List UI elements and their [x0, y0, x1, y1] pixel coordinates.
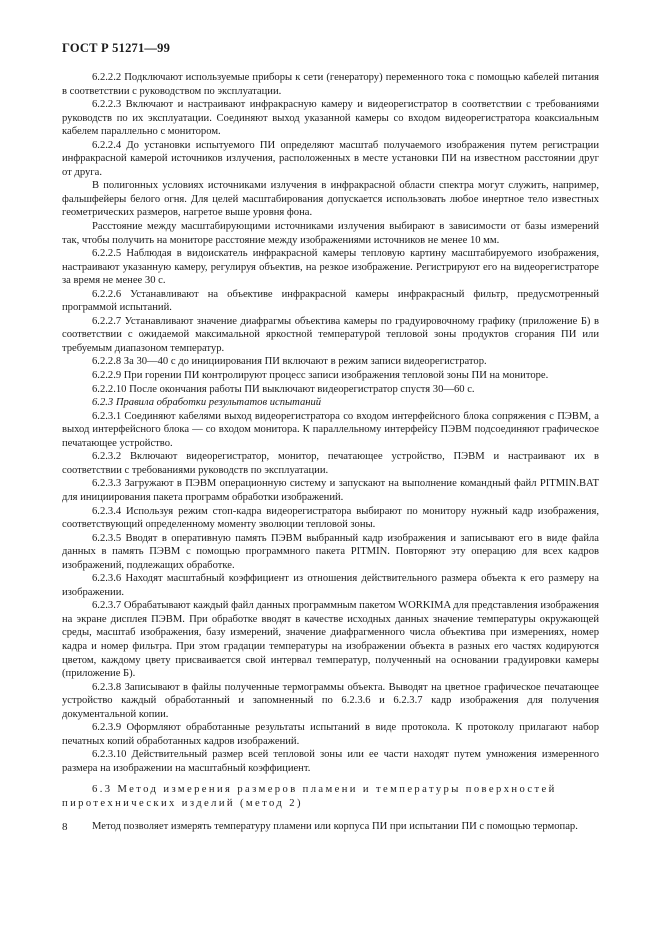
standard-designation: ГОСТ Р 51271—99	[62, 41, 171, 55]
paragraph-6-2-2-5: 6.2.2.5 Наблюдая в видоискатель инфракрасной камеры тепловую картину масштабируемого изображения, настраивают указанную камеру, регулируя объектив, на резкое изображение. Регистрируют его на видеорегистраторе за время не менее 30 с.	[62, 248, 599, 287]
section-heading-6-3: 6.3 Метод измерения размеров пламени и температуры поверхностей пиротехнических изделий (метод 2)	[62, 784, 557, 809]
paragraph-6-2-3-5: 6.2.3.5 Вводят в оперативную память ПЭВМ выбранный кадр изображения и записывают его в виде файла данных в память ПЭВМ с помощью программного пакета PITMIN. Повторяют эту операцию для всех кадров изображений, подлежащих обработке.	[62, 532, 599, 571]
paragraph-6-2-2-8: 6.2.2.8 За 30—40 с до инициирования ПИ включают в режим записи видеорегистратор.	[92, 356, 487, 368]
paragraph-polygon-conditions: В полигонных условиях источниками излучения в инфракрасной области спектра могут служить, например, фальшфейеры белого огня. Для целей масштабирования допускается использовать любое инертное тело известных геометрических размеров, нагретое выше уровня фона.	[62, 180, 599, 219]
paragraph-6-2-2-7: 6.2.2.7 Устанавливают значение диафрагмы объектива камеры по градуировочному графику (приложение Б) в соответствии с ожидаемой максимальной яркостной температурой тепловой зоны продуктов сгорания ПИ или требуемым диапазоном температур.	[62, 315, 599, 354]
paragraph-6-2-3-6: 6.2.3.6 Находят масштабный коэффициент из отношения действительного размера объекта к его размеру на изображении.	[62, 573, 599, 598]
paragraph-6-2-2-2: 6.2.2.2 Подключают используемые приборы к сети (генератору) переменного тока с помощью кабелей питания в соответствии с руководством по эксплуатации.	[62, 72, 599, 97]
document-body	[62, 71, 599, 833]
paragraph-6-2-3-4: 6.2.3.4 Используя режим стоп-кадра видеорегистратора выбирают по монитору нужный кадр изображения, соответствующий определенному моменту эволюции тепловой зоны.	[62, 505, 599, 531]
paragraph-6-2-3-3: 6.2.3.3 Загружают в ПЭВМ операционную систему и запускают на выполнение командный файл PITMIN.BAT для инициирования пакета программ обработки изображений.	[62, 478, 599, 503]
paragraph-6-2-3-8: 6.2.3.8 Записывают в файлы полученные термограммы объекта. Выводят на цветное графическое печатающее устройство каждый обработанный и запомненный по 6.2.3.6 и 6.2.3.7 кадр изображения для получения документальной копии.	[62, 681, 599, 720]
paragraph-6-2-3-7: 6.2.3.7 Обрабатывают каждый файл данных программным пакетом WORKIMA для представления изображения на экране дисплея ПЭВМ. При обработке вводят в качестве исходных данных значение температуры окружающей среды, масштаб изображения, базу измерений, значение диафрагменного числа объектива при измерениях, номер кадра и номер фильтра. При этом градации температуры на изображении объекта в разных его частях кодируются цветом, каждому цвету присваивается свой интервал температур, полученный на основании градуировки камеры (приложение Б).	[62, 600, 599, 680]
paragraph-method-2-description: Метод позволяет измерять температуру пламени или корпуса ПИ при испытании ПИ с помощью термопар.	[92, 820, 578, 832]
paragraph-source-distance: Расстояние между масштабирующими источниками излучения выбирают в зависимости от базы измерений так, чтобы получить на мониторе расстояние между изображениями источников не менее 10 мм.	[62, 221, 599, 246]
paragraph-6-2-3-1: 6.2.3.1 Соединяют кабелями выход видеорегистратора со входом интерфейсного блока сопряжения с ПЭВМ, а выход интерфейсного блока — со входом монитора. К параллельному интерфейсу ПЭВМ подсоединяют графическое печатающее устройство.	[62, 410, 599, 449]
paragraph-6-2-2-4: 6.2.2.4 До установки испытуемого ПИ определяют масштаб получаемого изображения путем регистрации инфракрасной камерой источников излучения, расположенных в месте установки ПИ на известном расстоянии друг от друга.	[62, 139, 599, 178]
section-heading-6-2-3: 6.2.3 Правила обработки результатов испытаний	[92, 397, 322, 409]
paragraph-6-2-2-3: 6.2.2.3 Включают и настраивают инфракрасную камеру и видеорегистратор в соответствии с требованиями руководств по их эксплуатации. Соединяют выход указанной камеры со входом видеорегистратора коаксиальным кабелем параллельно с монитором.	[62, 99, 599, 138]
paragraph-6-2-3-10: 6.2.3.10 Действительный размер всей тепловой зоны или ее части находят путем умножения измеренного размера на изображении на масштабный коэффициент.	[62, 749, 599, 774]
paragraph-6-2-2-10: 6.2.2.10 После окончания работы ПИ выключают видеорегистратор спустя 30—60 с.	[92, 383, 475, 395]
paragraph-6-2-2-9: 6.2.2.9 При горении ПИ контролируют процесс записи изображения тепловой зоны ПИ на мониторе.	[92, 370, 549, 382]
paragraph-6-2-3-2: 6.2.3.2 Включают видеорегистратор, монитор, печатающее устройство, ПЭВМ и настраивают их в соответствии с требованиями руководств по эксплуатации.	[62, 451, 599, 476]
paragraph-6-2-3-9: 6.2.3.9 Оформляют обработанные результаты испытаний в виде протокола. К протоколу прилагают набор печатных копий обработанных кадров изображений.	[62, 722, 599, 747]
paragraph-6-2-2-6: 6.2.2.6 Устанавливают на объективе инфракрасной камеры инфракрасный фильтр, предусмотренный программой испытаний.	[62, 288, 599, 314]
page-number: 8	[62, 821, 68, 833]
